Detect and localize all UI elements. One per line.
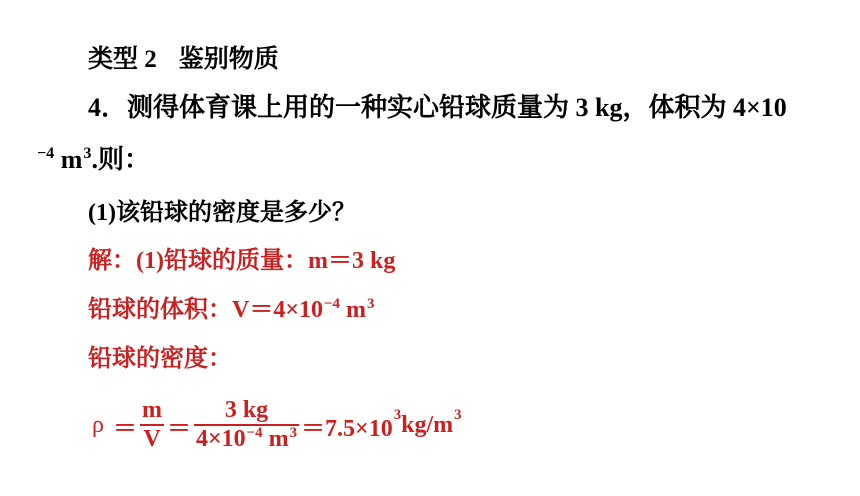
equals-sign-1: ＝	[112, 415, 137, 442]
fraction-values	[194, 398, 299, 452]
fraction-denominator: V	[143, 426, 161, 453]
answer-density-label: 铅球的密度：	[88, 346, 232, 372]
answer-volume-line	[88, 295, 375, 323]
topic-label: 鉴别物质	[178, 46, 279, 73]
question-line-1: 4．测得体育课上用的一种实心铅球质量为 3 kg，体积为 4×10	[88, 93, 787, 122]
rho-symbol: ρ	[92, 411, 104, 438]
result-value: ＝7.5×10	[301, 415, 393, 442]
question-unit: m	[54, 145, 83, 174]
section-heading	[88, 47, 279, 72]
volume-unit-exponent: 3	[366, 295, 375, 312]
fraction-denominator	[194, 424, 299, 453]
density-formula	[92, 398, 462, 452]
fraction-m-over-v	[140, 398, 164, 452]
result-unit: kg/m	[401, 411, 454, 438]
denominator-unit-exponent: 3	[289, 424, 298, 441]
volume-exponent: −4	[324, 295, 340, 312]
sub-question: (1)该铅球的密度是多少？	[88, 200, 356, 226]
fraction-numerator: m	[141, 397, 162, 423]
volume-unit: m	[339, 297, 366, 323]
denominator-value: 4×10	[195, 426, 246, 453]
result-exponent: 3	[393, 407, 402, 424]
equals-sign-2: ＝	[166, 415, 191, 442]
question-unit-exponent: 3	[83, 145, 92, 163]
answer-mass-line: 解：(1)铅球的质量：m＝3 kg	[88, 248, 396, 274]
type-label: 类型 2	[88, 46, 157, 73]
question-exponent: −4	[37, 145, 55, 163]
denominator-exponent: −4	[246, 424, 263, 441]
denominator-unit: m	[262, 426, 289, 453]
fraction-numerator: 3 kg	[224, 397, 269, 423]
question-line-end: .则：	[91, 145, 150, 174]
question-line-2	[36, 147, 150, 173]
volume-text: 铅球的体积：V＝4×10	[88, 297, 324, 323]
result-unit-exponent: 3	[454, 407, 462, 424]
